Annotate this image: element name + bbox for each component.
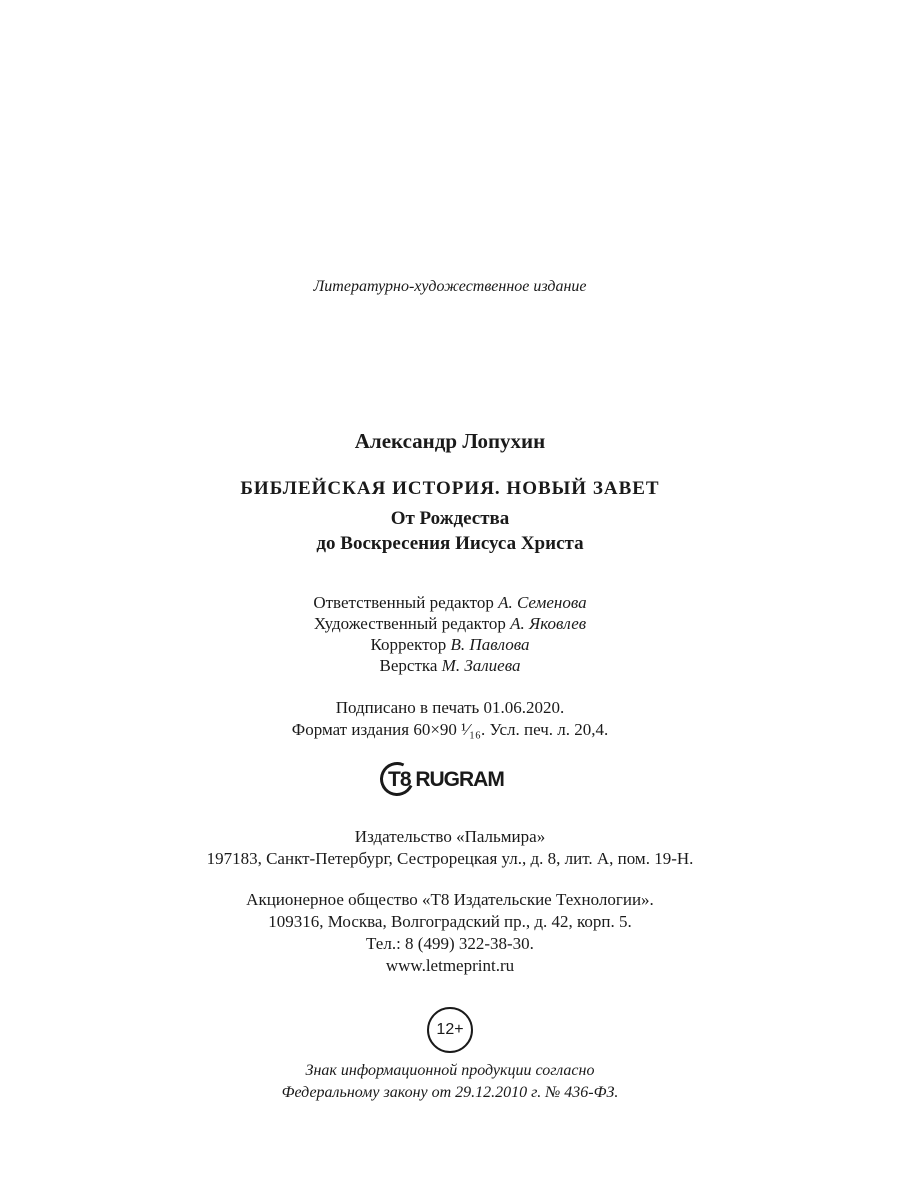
credit-name: А. Яковлев — [510, 614, 587, 633]
credit-art-editor — [0, 613, 900, 635]
print-format-line: Формат издания 60×90 ¹⁄₁₆. Усл. печ. л. 20,4. — [291, 720, 609, 739]
logo-text: T8 RUGRAM — [388, 768, 504, 791]
law-notice-line-2: Федеральному закону от 29.12.2010 г. № 436-ФЗ. — [281, 1084, 619, 1101]
printer-name: Акционерное общество «Т8 Издательские Технологии». — [246, 890, 654, 909]
book-subtitle-line-2: до Воскресения Иисуса Христа — [316, 533, 584, 554]
publisher-name: Издательство «Пальмира» — [354, 827, 546, 846]
credit-role: Корректор — [370, 635, 447, 654]
credit-name: М. Залиева — [441, 656, 521, 675]
printer-website: www.letmeprint.ru — [385, 956, 515, 975]
book-subtitle-line-1: От Рождества — [390, 508, 510, 529]
credit-role: Верстка — [379, 656, 438, 675]
credit-proofreader — [0, 634, 900, 656]
credit-layout — [0, 655, 900, 677]
genre-line: Литературно-художественное издание — [313, 278, 587, 295]
t8-rugram-logo — [380, 762, 520, 800]
print-date-line: Подписано в печать 01.06.2020. — [335, 698, 565, 717]
law-notice-line-1: Знак информационной продукции согласно — [305, 1062, 595, 1079]
printer-address: 109316, Москва, Волгоградский пр., д. 42, корп. 5. — [268, 912, 632, 931]
credit-chief-editor — [0, 592, 900, 614]
age-rating-badge: 12+ — [427, 1007, 473, 1053]
publisher-address: 197183, Санкт-Петербург, Сестрорецкая ул., д. 8, лит. А, пом. 19-Н. — [206, 849, 694, 868]
credit-name: В. Павлова — [450, 635, 530, 654]
printer-phone: Тел.: 8 (499) 322-38-30. — [366, 934, 534, 953]
credit-role: Ответственный редактор — [313, 593, 494, 612]
credit-name: А. Семенова — [498, 593, 587, 612]
book-title: БИБЛЕЙСКАЯ ИСТОРИЯ. НОВЫЙ ЗАВЕТ — [240, 478, 660, 499]
credit-role: Художественный редактор — [313, 614, 506, 633]
author-name: Александр Лопухин — [354, 429, 546, 453]
